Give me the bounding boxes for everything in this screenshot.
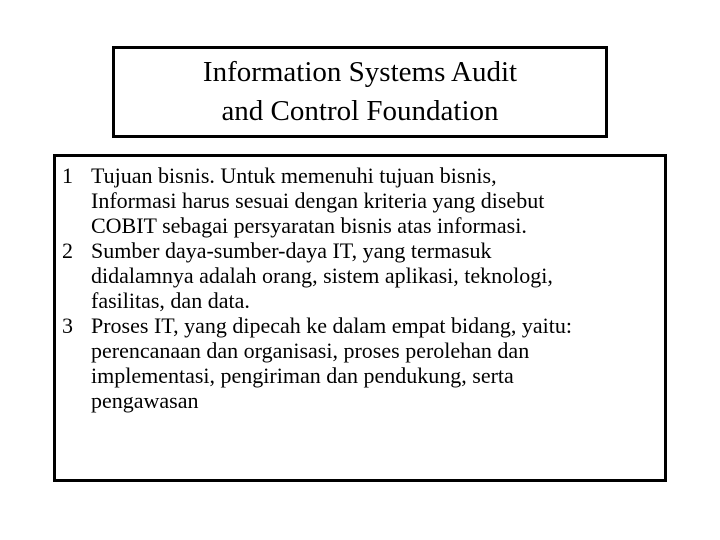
item-number: 3	[62, 313, 73, 338]
item-text	[91, 313, 656, 413]
list-item-3	[62, 313, 656, 413]
item-line: perencanaan dan organisasi, proses perolehan dan	[91, 338, 530, 363]
item-line: Tujuan bisnis. Untuk memenuhi tujuan bisnis,	[91, 163, 497, 188]
content-box	[53, 154, 667, 482]
item-line: COBIT sebagai persyaratan bisnis atas informasi.	[91, 213, 527, 238]
item-line: pengawasan	[91, 388, 199, 413]
item-line: Sumber daya-sumber-daya IT, yang termasuk	[91, 238, 492, 263]
item-line: fasilitas, dan data.	[91, 288, 250, 313]
list-item-2	[62, 238, 656, 313]
title-line-1: Information Systems Audit	[202, 56, 518, 88]
item-number: 2	[62, 238, 73, 263]
item-number: 1	[62, 163, 73, 188]
item-line: Proses IT, yang dipecah ke dalam empat bidang, yaitu:	[91, 313, 573, 338]
item-line: implementasi, pengiriman dan pendukung, serta	[91, 363, 514, 388]
item-line: Informasi harus sesuai dengan kriteria yang disebut	[91, 188, 545, 213]
title-box	[112, 46, 608, 138]
title-line-2: and Control Foundation	[221, 95, 499, 127]
list-item-1	[62, 163, 656, 238]
item-line: didalamnya adalah orang, sistem aplikasi, teknologi,	[91, 263, 553, 288]
item-text	[91, 163, 656, 238]
item-text	[91, 238, 656, 313]
